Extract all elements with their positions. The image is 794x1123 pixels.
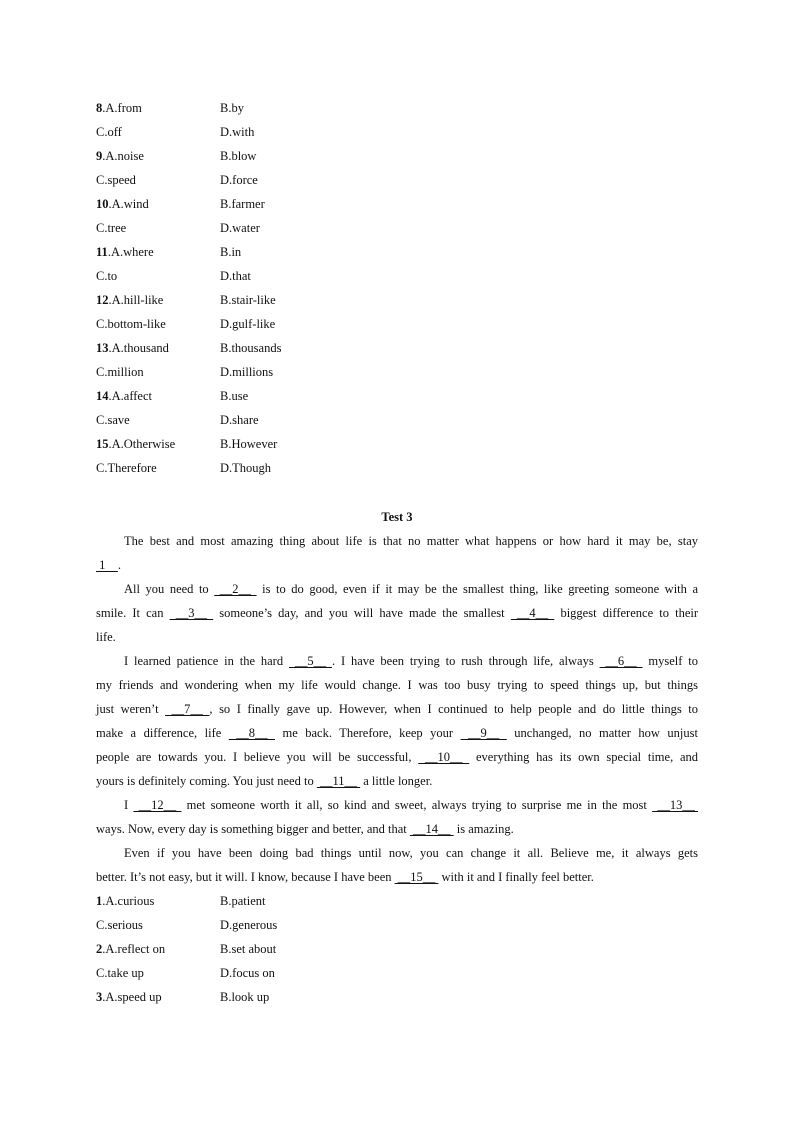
passage-line bbox=[96, 769, 698, 793]
passage-text: people are towards you. I believe you will be successful, bbox=[96, 750, 419, 764]
option-a-text: A.noise bbox=[105, 149, 144, 163]
option-a-text: A.where bbox=[110, 245, 154, 259]
option-a bbox=[96, 264, 117, 288]
option-b-text: D.millions bbox=[220, 365, 274, 379]
answer-blank: __15__ bbox=[394, 870, 439, 884]
answer-blank: __3__ bbox=[169, 606, 214, 620]
option-a-text: A.affect bbox=[111, 389, 152, 403]
option-a bbox=[96, 913, 143, 937]
passage-text: is amazing. bbox=[453, 822, 514, 836]
option-b-text: B.farmer bbox=[220, 197, 265, 211]
passage-text: better. It’s not easy, but it will. I know, because I have been bbox=[96, 870, 395, 884]
question-number: 8 bbox=[96, 101, 103, 115]
option-a-text: C.speed bbox=[96, 173, 136, 187]
passage-text: smile. It can bbox=[96, 606, 170, 620]
option-a-text: A.thousand bbox=[111, 341, 169, 355]
answer-blank: __7__ bbox=[165, 702, 210, 716]
question-number: 9 bbox=[96, 149, 103, 163]
option-a: 3.A.speed up bbox=[96, 990, 162, 1004]
passage-text: All you need to bbox=[124, 582, 215, 596]
option-a-text: A.hill-like bbox=[111, 293, 164, 307]
option-a: 15.A.Otherwise bbox=[96, 437, 176, 451]
option-a bbox=[96, 961, 144, 985]
option-a-text: A.curious bbox=[105, 894, 155, 908]
option-b-text: D.with bbox=[220, 125, 255, 139]
passage-text: . bbox=[117, 558, 121, 572]
test-title: Test 3 bbox=[381, 510, 413, 524]
passage-text: me back. Therefore, keep your bbox=[274, 726, 461, 740]
option-b-text: B.However bbox=[220, 437, 278, 451]
passage-line bbox=[96, 697, 698, 721]
option-a-text: A.Otherwise bbox=[111, 437, 176, 451]
option-b-text: B.use bbox=[220, 389, 249, 403]
passage-text: , so I finally gave up. However, when I continued to help people and do little things to bbox=[209, 702, 699, 716]
answer-blank: __6__ bbox=[599, 654, 643, 668]
option-a-text: A.wind bbox=[111, 197, 149, 211]
passage-line bbox=[96, 529, 698, 553]
question-number: 11 bbox=[96, 245, 108, 259]
passage-line bbox=[96, 841, 698, 865]
answer-blank: __12__ bbox=[133, 798, 182, 812]
option-a-text: A.speed up bbox=[105, 990, 162, 1004]
question-number: 15 bbox=[96, 437, 109, 451]
question-number: 2 bbox=[96, 942, 103, 956]
question-number: 3 bbox=[96, 990, 103, 1004]
passage-line bbox=[96, 865, 698, 889]
answer-blank: 1 bbox=[96, 558, 118, 572]
option-b-text: D.force bbox=[220, 173, 258, 187]
option-a-text: C.tree bbox=[96, 221, 127, 235]
passage-text: I bbox=[124, 798, 134, 812]
passage-text: make a difference, life bbox=[96, 726, 229, 740]
answer-blank: __11__ bbox=[316, 774, 361, 788]
passage-text: everything has its own special time, and bbox=[469, 750, 698, 764]
option-a: 13.A.thousand bbox=[96, 341, 169, 355]
option-b-text: B.blow bbox=[220, 149, 257, 163]
passage-line bbox=[96, 625, 698, 649]
answer-blank: __14__ bbox=[409, 822, 454, 836]
option-a bbox=[96, 408, 130, 432]
option-a-text: C.bottom-like bbox=[96, 317, 166, 331]
option-b-text: B.thousands bbox=[220, 341, 282, 355]
passage-text: I learned patience in the hard bbox=[124, 654, 289, 668]
passage-text: a little longer. bbox=[360, 774, 433, 788]
answer-blank: __10__ bbox=[418, 750, 470, 764]
passage-text: just weren’t bbox=[96, 702, 166, 716]
option-a-text: C.save bbox=[96, 413, 130, 427]
option-b-text: B.by bbox=[220, 101, 244, 115]
passage-text: with it and I finally feel better. bbox=[438, 870, 594, 884]
option-a-text: C.million bbox=[96, 365, 144, 379]
answer-blank: __2__ bbox=[214, 582, 257, 596]
passage-line bbox=[96, 577, 698, 601]
question-number: 12 bbox=[96, 293, 109, 307]
option-a-text: A.reflect on bbox=[105, 942, 166, 956]
question-number: 14 bbox=[96, 389, 109, 403]
passage-text: life. bbox=[96, 630, 116, 644]
option-a bbox=[96, 120, 122, 144]
option-a bbox=[96, 360, 144, 384]
answer-blank: __13__ bbox=[652, 798, 699, 812]
passage-text: someone’s day, and you will have made the smallest bbox=[213, 606, 511, 620]
option-a-text: A.from bbox=[105, 101, 142, 115]
option-a: 9.A.noise bbox=[96, 149, 144, 163]
option-a: 1.A.curious bbox=[96, 894, 155, 908]
option-b-text: B.set about bbox=[220, 942, 277, 956]
answer-blank: __5__ bbox=[288, 654, 332, 668]
option-b-text: D.generous bbox=[220, 918, 278, 932]
passage-text: is to do good, even if it may be the smallest thing, like greeting someone with a bbox=[256, 582, 698, 596]
option-a bbox=[96, 456, 157, 480]
passage-text: Even if you have been doing bad things until now, you can change it all. Believe me, it always gets bbox=[124, 846, 698, 860]
passage-text: yours is definitely coming. You just need to bbox=[96, 774, 317, 788]
passage-line bbox=[96, 673, 698, 697]
option-b-text: B.stair-like bbox=[220, 293, 276, 307]
question-number: 10 bbox=[96, 197, 109, 211]
answer-blank: __4__ bbox=[510, 606, 555, 620]
passage-text: my friends and wondering when my life would change. I was too busy trying to speed things up, but things bbox=[96, 678, 698, 692]
option-b-text: B.in bbox=[220, 245, 242, 259]
option-a-text: C.Therefore bbox=[96, 461, 157, 475]
passage-text: biggest difference to their bbox=[554, 606, 699, 620]
passage-text: . I have been trying to rush through life, always bbox=[331, 654, 600, 668]
option-b-text: B.patient bbox=[220, 894, 266, 908]
passage-line bbox=[96, 817, 698, 841]
passage-line bbox=[96, 553, 698, 577]
option-a: 8.A.from bbox=[96, 101, 142, 115]
passage-text: ways. Now, every day is something bigger and better, and that bbox=[96, 822, 410, 836]
option-b-text: D.that bbox=[220, 269, 251, 283]
option-b-text: D.Though bbox=[220, 461, 272, 475]
option-a: 11.A.where bbox=[96, 245, 154, 259]
passage-line bbox=[96, 721, 698, 745]
passage-text: myself to bbox=[642, 654, 699, 668]
option-a-text: C.take up bbox=[96, 966, 144, 980]
option-a-text: C.serious bbox=[96, 918, 143, 932]
option-b-text: D.focus on bbox=[220, 966, 275, 980]
option-b-text: B.look up bbox=[220, 990, 270, 1004]
option-a-text: C.to bbox=[96, 269, 118, 283]
option-a: 10.A.wind bbox=[96, 197, 149, 211]
passage-text: The best and most amazing thing about life is that no matter what happens or how hard it may be, stay bbox=[124, 534, 698, 548]
passage-line bbox=[96, 793, 698, 817]
answer-blank: __9__ bbox=[460, 726, 507, 740]
option-b-text: D.water bbox=[220, 221, 260, 235]
option-a bbox=[96, 168, 136, 192]
passage-line bbox=[96, 601, 698, 625]
option-a: 14.A.affect bbox=[96, 389, 152, 403]
option-a bbox=[96, 216, 126, 240]
passage-line bbox=[96, 745, 698, 769]
answer-blank: __8__ bbox=[228, 726, 275, 740]
option-a: 12.A.hill-like bbox=[96, 293, 164, 307]
option-a-text: C.off bbox=[96, 125, 122, 139]
option-a bbox=[96, 312, 166, 336]
option-a: 2.A.reflect on bbox=[96, 942, 166, 956]
passage-line bbox=[96, 649, 698, 673]
question-number: 13 bbox=[96, 341, 109, 355]
question-number: 1 bbox=[96, 894, 103, 908]
passage-text: met someone worth it all, so kind and sweet, always trying to surprise me in the most bbox=[181, 798, 653, 812]
passage-text: unchanged, no matter how unjust bbox=[506, 726, 698, 740]
option-b-text: D.gulf-like bbox=[220, 317, 276, 331]
option-b-text: D.share bbox=[220, 413, 259, 427]
